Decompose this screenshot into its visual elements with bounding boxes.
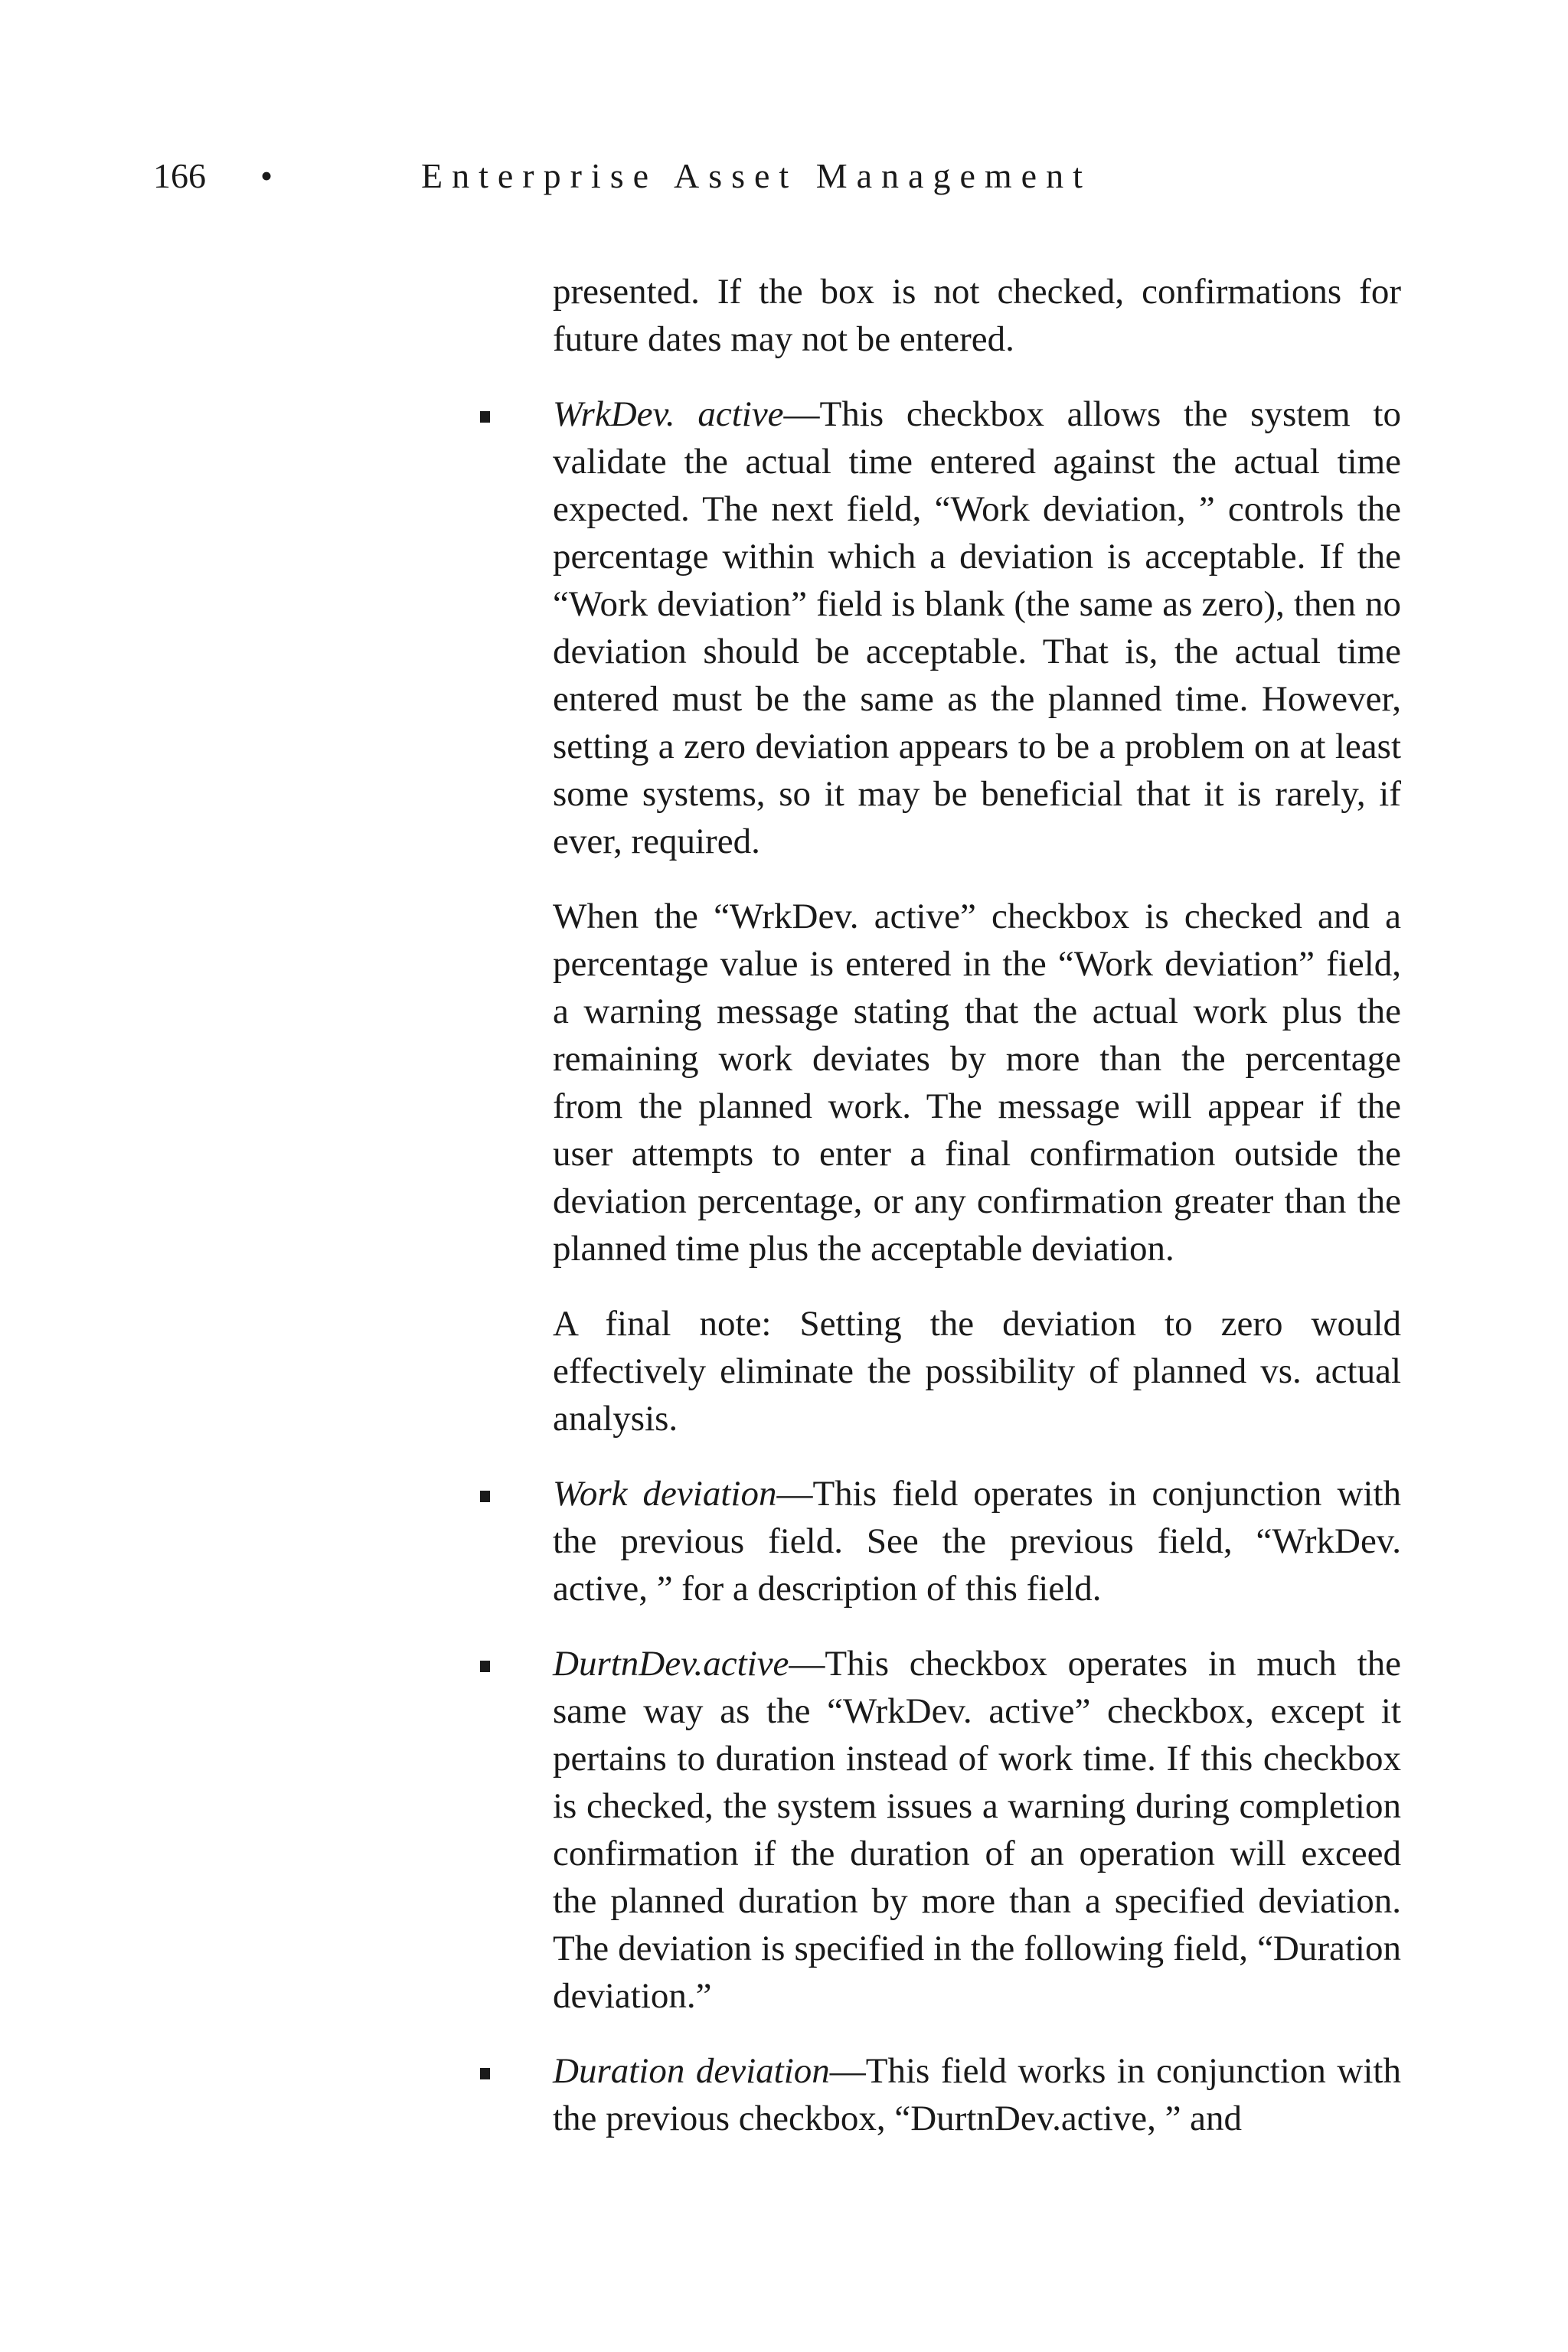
continuation-paragraph: presented. If the box is not checked, confirmations for future dates may not be entered. <box>553 272 1401 359</box>
book-title: Enterprise Asset Management <box>421 156 1092 195</box>
header-separator: • <box>260 156 273 195</box>
square-bullet-icon <box>480 2068 490 2079</box>
list-item-work-deviation <box>553 1470 1401 1612</box>
body-text <box>553 268 1401 2170</box>
term-label: WrkDev. active <box>553 394 784 434</box>
term-description: —This checkbox allows the system to validate the actual time entered against the actual time expected. The next field, “Work deviation, ” controls the percentage within which a deviation is acceptable. If the “Work deviation” field is blank (the same as zero), then no deviation should be acceptable. That is, the actual time entered must be the same as the planned time. However, setting a zero deviation appears to be a problem on at least some systems, so it may be beneficial that it is rarely, if ever, required. <box>553 394 1401 861</box>
list-item-wrkdev-active <box>553 390 1401 865</box>
page-number: 166 <box>153 156 206 195</box>
term-description: —This checkbox operates in much the same way as the “WrkDev. active” checkbox, except it pertains to duration instead of work time. If this checkbox is checked, the system issues a warning during completion confirmation if the duration of an operation will exceed the planned duration by more than a specified deviation. The deviation is specified in the following field, “Duration deviation.” <box>553 1644 1401 2016</box>
square-bullet-icon <box>480 411 490 423</box>
term-label: DurtnDev.active <box>553 1644 789 1684</box>
term-label: Work deviation <box>553 1474 777 1514</box>
term-description: —This field operates in conjunction with the previous field. See the previous field, “WrkDev. active, ” for a description of this field. <box>553 1474 1402 1609</box>
paragraph-final-note: A final note: Setting the deviation to zero would effectively eliminate the possibility of planned vs. actual analysis. <box>553 1304 1401 1439</box>
running-head <box>153 153 1092 199</box>
square-bullet-icon <box>480 1491 490 1502</box>
paragraph-wrkdev-checked: When the “WrkDev. active” checkbox is checked and a percentage value is entered in the “Work deviation” field, a warning message stating that the actual work plus the remaining work deviates by more than the percentage from the planned work. The message will appear if the user attempts to enter a final confirmation outside the deviation percentage, or any confirmation greater than the planned time plus the acceptable deviation. <box>553 897 1401 1269</box>
square-bullet-icon <box>480 1661 490 1672</box>
list-item-duration-deviation <box>553 2047 1401 2142</box>
term-description: —This field works in conjunction with the previous checkbox, “DurtnDev.active, ” and <box>553 2051 1401 2138</box>
list-item-durtndev-active <box>553 1640 1401 2020</box>
term-label: Duration deviation <box>553 2051 830 2091</box>
